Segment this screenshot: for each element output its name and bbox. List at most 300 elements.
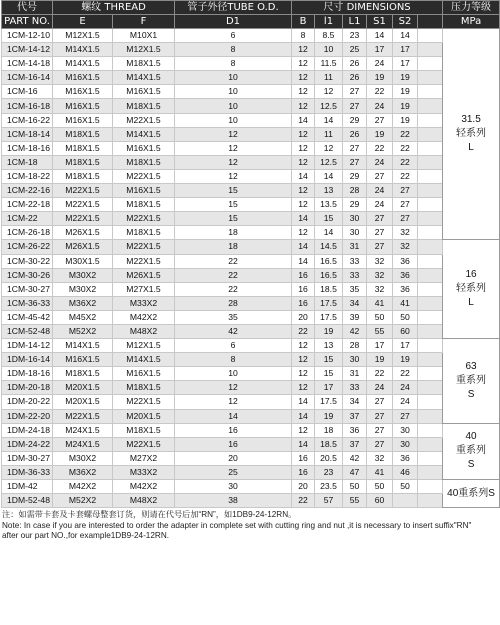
cell-part: 1CM-52-48 (2, 324, 53, 338)
cell-i1: 14 (315, 113, 343, 127)
cell-s2: 17 (393, 43, 418, 57)
cell-d1: 10 (175, 71, 292, 85)
table-row (2, 99, 500, 113)
table-row (2, 296, 500, 310)
cell-s1: 27 (367, 240, 393, 254)
cell-i1: 11.5 (315, 57, 343, 71)
cell-d1: 14 (175, 409, 292, 423)
table-header (2, 1, 500, 29)
cell-d1: 38 (175, 494, 292, 508)
note-en-line1: Note: In case if you are interested to order the adapter in complete set with cutting ring and nut ,it is necessary to insert suffix"RN" (2, 520, 472, 530)
cell-b: 14 (292, 169, 315, 183)
cell-e: M42X2 (53, 480, 113, 494)
cell-s2: 14 (393, 29, 418, 43)
cell-blank (418, 367, 443, 381)
header-col-s1: S1 (367, 15, 393, 29)
cell-s2: 60 (393, 324, 418, 338)
table-row (2, 437, 500, 451)
cell-s1: 27 (367, 395, 393, 409)
cell-b: 16 (292, 268, 315, 282)
table-row (2, 169, 500, 183)
cell-i1: 10 (315, 43, 343, 57)
cell-f: M33X2 (113, 465, 175, 479)
pressure-group (443, 240, 500, 339)
cell-l1: 33 (343, 268, 367, 282)
cell-b: 14 (292, 395, 315, 409)
cell-s2: 19 (393, 353, 418, 367)
note-cn: 注：如需带卡套及卡套螺母整套订货，则请在代号后加“RN”，如1DB9-24-12RN。 (2, 510, 297, 520)
table-row (2, 198, 500, 212)
cell-l1: 26 (343, 57, 367, 71)
cell-b: 12 (292, 381, 315, 395)
cell-b: 12 (292, 226, 315, 240)
cell-f: M18X1.5 (113, 99, 175, 113)
cell-f: M22X1.5 (113, 395, 175, 409)
cell-l1: 23 (343, 29, 367, 43)
cell-s1: 32 (367, 451, 393, 465)
cell-blank (418, 155, 443, 169)
cell-s2: 22 (393, 141, 418, 155)
cell-e: M26X1.5 (53, 226, 113, 240)
pressure-series-cn: 轻系列 (456, 128, 487, 140)
cell-d1: 25 (175, 465, 292, 479)
cell-blank (418, 43, 443, 57)
cell-f: M12X1.5 (113, 43, 175, 57)
cell-blank (418, 240, 443, 254)
table-row (2, 268, 500, 282)
cell-l1: 31 (343, 367, 367, 381)
table-row (2, 451, 500, 465)
cell-l1: 42 (343, 324, 367, 338)
table-row (2, 381, 500, 395)
cell-d1: 6 (175, 339, 292, 353)
cell-s2: 36 (393, 282, 418, 296)
cell-f: M22X1.5 (113, 212, 175, 226)
cell-blank (418, 57, 443, 71)
cell-f: M18X1.5 (113, 155, 175, 169)
table-row (2, 367, 500, 381)
cell-f: M26X1.5 (113, 268, 175, 282)
cell-i1: 17.5 (315, 296, 343, 310)
table-row (2, 465, 500, 479)
cell-d1: 8 (175, 57, 292, 71)
cell-l1: 50 (343, 480, 367, 494)
cell-d1: 12 (175, 141, 292, 155)
cell-f: M42X2 (113, 310, 175, 324)
note-en-line2: after our part NO.,for example1DB9-24-12RN. (2, 531, 170, 541)
header-pressure-cn: 压力等级 (443, 1, 500, 15)
header-pressure-unit: MPa (443, 15, 500, 29)
cell-b: 12 (292, 339, 315, 353)
cell-blank (418, 99, 443, 113)
cell-blank (418, 226, 443, 240)
cell-l1: 27 (343, 99, 367, 113)
header-col-e: E (53, 15, 113, 29)
cell-part: 1CM-22-18 (2, 198, 53, 212)
cell-s1: 41 (367, 465, 393, 479)
cell-f: M16X1.5 (113, 367, 175, 381)
cell-l1: 27 (343, 141, 367, 155)
table-row (2, 43, 500, 57)
cell-i1: 18.5 (315, 282, 343, 296)
table-row (2, 184, 500, 198)
cell-i1: 14 (315, 226, 343, 240)
cell-s1: 24 (367, 198, 393, 212)
pressure-value: 40 (465, 431, 477, 443)
cell-s2: 17 (393, 57, 418, 71)
cell-i1: 12 (315, 85, 343, 99)
cell-b: 14 (292, 437, 315, 451)
cell-i1: 13.5 (315, 198, 343, 212)
cell-e: M18X1.5 (53, 155, 113, 169)
cell-l1: 33 (343, 381, 367, 395)
cell-blank (418, 113, 443, 127)
cell-d1: 16 (175, 437, 292, 451)
header-tube-od: 管子外径TUBE O.D. (175, 1, 292, 15)
table-row (2, 282, 500, 296)
pressure-series-code: S (467, 459, 475, 471)
cell-part: 1CM-18-14 (2, 127, 53, 141)
cell-f: M16X1.5 (113, 184, 175, 198)
cell-blank (418, 29, 443, 43)
cell-l1: 34 (343, 395, 367, 409)
cell-s1: 50 (367, 310, 393, 324)
cell-part: 1CM-36-33 (2, 296, 53, 310)
cell-blank (418, 339, 443, 353)
cell-blank (418, 282, 443, 296)
cell-l1: 55 (343, 494, 367, 508)
header-col-l1: L1 (343, 15, 367, 29)
cell-part: 1DM-22-20 (2, 409, 53, 423)
pressure-group (443, 29, 500, 240)
pressure-series-code: L (468, 142, 474, 154)
cell-part: 1CM-26-22 (2, 240, 53, 254)
cell-part: 1DM-42 (2, 480, 53, 494)
cell-blank (418, 71, 443, 85)
cell-l1: 37 (343, 437, 367, 451)
cell-s1: 60 (367, 494, 393, 508)
table-row (2, 57, 500, 71)
cell-part: 1DM-14-12 (2, 339, 53, 353)
cell-s1: 27 (367, 423, 393, 437)
cell-blank (418, 451, 443, 465)
pressure-series-cn: 重系列 (456, 374, 487, 386)
table-row (2, 113, 500, 127)
cell-e: M52X2 (53, 494, 113, 508)
cell-blank (418, 353, 443, 367)
cell-e: M20X1.5 (53, 381, 113, 395)
cell-f: M10X1 (113, 29, 175, 43)
cell-l1: 25 (343, 43, 367, 57)
cell-s2: 30 (393, 437, 418, 451)
cell-part: 1CM-22-16 (2, 184, 53, 198)
header-thread: 螺纹 THREAD (53, 1, 175, 15)
cell-s1: 32 (367, 254, 393, 268)
cell-i1: 17.5 (315, 395, 343, 409)
cell-e: M16X1.5 (53, 353, 113, 367)
cell-e: M22X1.5 (53, 212, 113, 226)
cell-f: M22X1.5 (113, 113, 175, 127)
cell-f: M48X2 (113, 324, 175, 338)
table-row (2, 310, 500, 324)
cell-d1: 6 (175, 29, 292, 43)
cell-blank (418, 127, 443, 141)
cell-l1: 29 (343, 169, 367, 183)
table-row (2, 409, 500, 423)
cell-part: 1CM-16-22 (2, 113, 53, 127)
cell-s2: 36 (393, 268, 418, 282)
cell-b: 12 (292, 353, 315, 367)
cell-part: 1CM-16-18 (2, 99, 53, 113)
cell-e: M16X1.5 (53, 85, 113, 99)
cell-l1: 33 (343, 254, 367, 268)
cell-i1: 20.5 (315, 451, 343, 465)
cell-i1: 18.5 (315, 437, 343, 451)
cell-f: M14X1.5 (113, 353, 175, 367)
cell-s1: 55 (367, 324, 393, 338)
cell-l1: 31 (343, 240, 367, 254)
cell-b: 12 (292, 99, 315, 113)
cell-l1: 36 (343, 423, 367, 437)
pressure-group (443, 339, 500, 424)
cell-d1: 10 (175, 367, 292, 381)
cell-s2: 27 (393, 184, 418, 198)
cell-e: M16X1.5 (53, 71, 113, 85)
cell-d1: 22 (175, 268, 292, 282)
header-col-f: F (113, 15, 175, 29)
cell-b: 8 (292, 29, 315, 43)
cell-blank (418, 480, 443, 494)
pressure-label: 40重系列S (447, 487, 495, 499)
cell-b: 16 (292, 465, 315, 479)
cell-f: M22X1.5 (113, 437, 175, 451)
cell-b: 12 (292, 85, 315, 99)
cell-s2: 19 (393, 71, 418, 85)
cell-s2: 50 (393, 310, 418, 324)
cell-s1: 19 (367, 127, 393, 141)
cell-i1: 18 (315, 423, 343, 437)
cell-e: M18X1.5 (53, 169, 113, 183)
table-row (2, 353, 500, 367)
cell-i1: 11 (315, 71, 343, 85)
cell-f: M48X2 (113, 494, 175, 508)
cell-s2 (393, 494, 418, 508)
cell-blank (418, 85, 443, 99)
cell-b: 20 (292, 480, 315, 494)
cell-b: 22 (292, 324, 315, 338)
cell-f: M27X2 (113, 451, 175, 465)
cell-d1: 10 (175, 99, 292, 113)
cell-blank (418, 324, 443, 338)
cell-d1: 18 (175, 226, 292, 240)
cell-part: 1CM-30-22 (2, 254, 53, 268)
cell-s2: 27 (393, 409, 418, 423)
cell-f: M27X1.5 (113, 282, 175, 296)
cell-blank (418, 494, 443, 508)
cell-s2: 22 (393, 169, 418, 183)
cell-d1: 12 (175, 127, 292, 141)
cell-f: M18X1.5 (113, 198, 175, 212)
cell-b: 12 (292, 127, 315, 141)
cell-e: M30X2 (53, 282, 113, 296)
cell-d1: 35 (175, 310, 292, 324)
cell-s2: 19 (393, 113, 418, 127)
cell-d1: 15 (175, 198, 292, 212)
cell-f: M16X1.5 (113, 85, 175, 99)
cell-l1: 37 (343, 409, 367, 423)
cell-s1: 27 (367, 169, 393, 183)
cell-part: 1CM-14-18 (2, 57, 53, 71)
cell-e: M18X1.5 (53, 127, 113, 141)
cell-i1: 16.5 (315, 254, 343, 268)
cell-l1: 39 (343, 310, 367, 324)
cell-s2: 22 (393, 367, 418, 381)
cell-i1: 14.5 (315, 240, 343, 254)
cell-e: M24X1.5 (53, 423, 113, 437)
cell-l1: 26 (343, 71, 367, 85)
cell-e: M45X2 (53, 310, 113, 324)
cell-s2: 36 (393, 451, 418, 465)
pressure-group (443, 480, 500, 508)
table-row (2, 423, 500, 437)
cell-f: M22X1.5 (113, 169, 175, 183)
cell-s2: 24 (393, 381, 418, 395)
cell-l1: 29 (343, 198, 367, 212)
cell-s1: 22 (367, 141, 393, 155)
cell-s1: 27 (367, 113, 393, 127)
header-col-blank (418, 15, 443, 29)
cell-i1: 15 (315, 353, 343, 367)
cell-d1: 10 (175, 113, 292, 127)
cell-s1: 24 (367, 99, 393, 113)
cell-s1: 32 (367, 268, 393, 282)
pressure-value: 31.5 (461, 114, 481, 126)
cell-e: M30X2 (53, 451, 113, 465)
table-row (2, 339, 500, 353)
cell-blank (418, 409, 443, 423)
cell-part: 1DM-52-48 (2, 494, 53, 508)
cell-blank (418, 169, 443, 183)
table-row (2, 240, 500, 254)
cell-s2: 27 (393, 198, 418, 212)
cell-blank (418, 212, 443, 226)
cell-l1: 27 (343, 155, 367, 169)
cell-e: M52X2 (53, 324, 113, 338)
cell-l1: 30 (343, 353, 367, 367)
cell-s2: 32 (393, 240, 418, 254)
cell-d1: 15 (175, 184, 292, 198)
header-code-cn: 代号 (2, 1, 53, 15)
cell-b: 12 (292, 155, 315, 169)
cell-d1: 18 (175, 240, 292, 254)
cell-part: 1DM-16-14 (2, 353, 53, 367)
cell-d1: 22 (175, 282, 292, 296)
cell-blank (418, 310, 443, 324)
cell-part: 1CM-18 (2, 155, 53, 169)
pressure-series-cn: 重系列 (456, 445, 487, 457)
cell-i1: 19 (315, 324, 343, 338)
cell-part: 1DM-20-18 (2, 381, 53, 395)
cell-e: M18X1.5 (53, 141, 113, 155)
cell-d1: 28 (175, 296, 292, 310)
cell-e: M30X2 (53, 268, 113, 282)
cell-s2: 32 (393, 226, 418, 240)
cell-l1: 35 (343, 282, 367, 296)
cell-s1: 41 (367, 296, 393, 310)
cell-i1: 57 (315, 494, 343, 508)
cell-b: 14 (292, 212, 315, 226)
cell-part: 1CM-45-42 (2, 310, 53, 324)
cell-i1: 17.5 (315, 310, 343, 324)
cell-f: M12X1.5 (113, 339, 175, 353)
cell-blank (418, 423, 443, 437)
cell-part: 1DM-20-22 (2, 395, 53, 409)
cell-i1: 19 (315, 409, 343, 423)
cell-d1: 22 (175, 254, 292, 268)
cell-d1: 12 (175, 169, 292, 183)
cell-b: 14 (292, 409, 315, 423)
cell-e: M20X1.5 (53, 395, 113, 409)
cell-s2: 41 (393, 296, 418, 310)
cell-d1: 8 (175, 353, 292, 367)
cell-s2: 27 (393, 212, 418, 226)
cell-s2: 17 (393, 339, 418, 353)
cell-b: 14 (292, 113, 315, 127)
cell-part: 1CM-22 (2, 212, 53, 226)
cell-s1: 24 (367, 155, 393, 169)
table-row (2, 480, 500, 494)
table-row (2, 29, 500, 43)
cell-e: M24X1.5 (53, 437, 113, 451)
cell-b: 12 (292, 43, 315, 57)
cell-e: M18X1.5 (53, 367, 113, 381)
cell-e: M14X1.5 (53, 57, 113, 71)
table-row (2, 85, 500, 99)
cell-b: 12 (292, 423, 315, 437)
pressure-value: 63 (465, 360, 477, 372)
cell-part: 1CM-12-10 (2, 29, 53, 43)
cell-f: M18X1.5 (113, 381, 175, 395)
cell-s1: 19 (367, 353, 393, 367)
dimensions-table (1, 0, 500, 508)
cell-blank (418, 395, 443, 409)
cell-f: M18X1.5 (113, 423, 175, 437)
cell-b: 12 (292, 141, 315, 155)
cell-e: M22X1.5 (53, 409, 113, 423)
cell-l1: 30 (343, 226, 367, 240)
table-body (2, 29, 500, 508)
cell-part: 1DM-24-22 (2, 437, 53, 451)
cell-d1: 12 (175, 381, 292, 395)
cell-i1: 13 (315, 339, 343, 353)
cell-l1: 29 (343, 113, 367, 127)
cell-i1: 11 (315, 127, 343, 141)
cell-s1: 27 (367, 409, 393, 423)
cell-part: 1CM-14-12 (2, 43, 53, 57)
cell-i1: 23.5 (315, 480, 343, 494)
table-row (2, 254, 500, 268)
cell-d1: 8 (175, 43, 292, 57)
table-row (2, 324, 500, 338)
cell-s1: 22 (367, 85, 393, 99)
cell-b: 20 (292, 310, 315, 324)
cell-f: M16X1.5 (113, 141, 175, 155)
cell-e: M22X1.5 (53, 184, 113, 198)
cell-l1: 27 (343, 85, 367, 99)
cell-b: 12 (292, 198, 315, 212)
cell-l1: 26 (343, 127, 367, 141)
cell-b: 12 (292, 367, 315, 381)
